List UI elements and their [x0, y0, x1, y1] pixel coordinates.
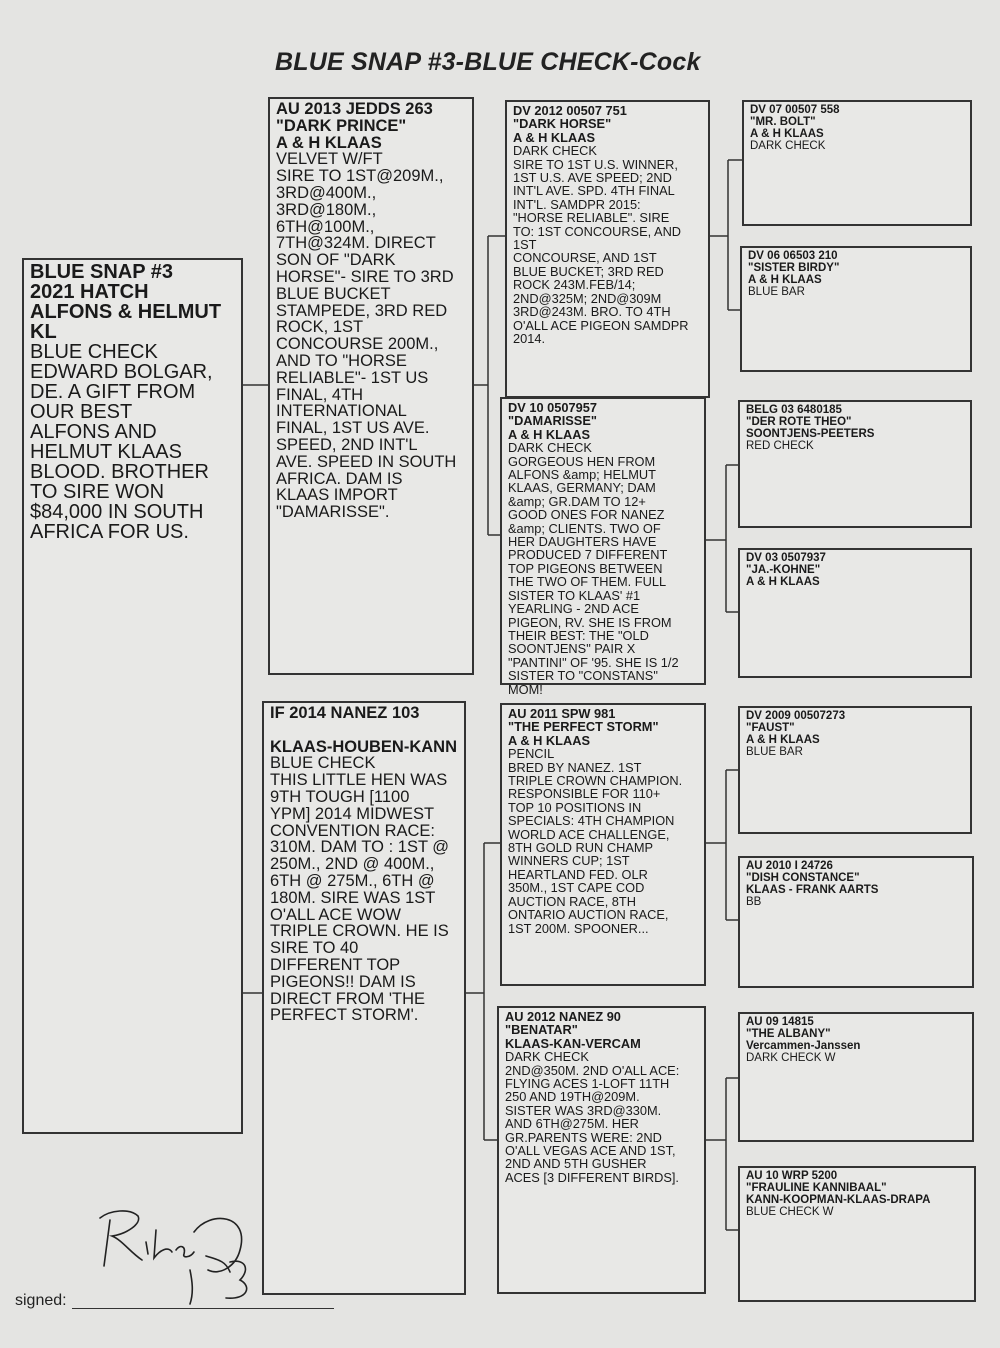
gs2-line: A & H KLAAS — [508, 732, 590, 748]
handwritten-signature — [90, 1200, 260, 1310]
gd1-line: ALFONS &amp; HELMUT — [508, 467, 656, 483]
gs2-line: TOP 10 POSITIONS IN — [508, 799, 642, 815]
subject-line: ALFONS AND — [30, 421, 157, 443]
great-grandparent-7-box — [738, 1012, 974, 1142]
gd1-line: SOONTJENS" PAIR X — [508, 641, 636, 657]
dam-line: BLUE CHECK — [270, 754, 376, 773]
sire-line: ROCK, 1ST — [276, 318, 364, 337]
dam-line: DIRECT FROM 'THE — [270, 989, 426, 1008]
g4-line: DV 03 0507937 — [746, 552, 826, 564]
gd2-line: AND 6TH@275M. HER — [505, 1116, 639, 1132]
gs2-line: PENCIL — [508, 746, 555, 762]
g7-line: DARK CHECK W — [746, 1052, 836, 1064]
gs1-line: "HORSE RELIABLE". SIRE — [513, 210, 670, 226]
subject-line: 2021 HATCH — [30, 281, 149, 303]
grandsire-maternal-box — [500, 703, 706, 986]
subject-line: TO SIRE WON — [30, 481, 165, 503]
gs1-line: "DARK HORSE" — [513, 116, 612, 132]
dam-line: CONVENTION RACE: — [270, 821, 436, 840]
gs2-line: WINNERS CUP; 1ST — [508, 853, 630, 869]
g2-line: DV 06 06503 210 — [748, 250, 838, 262]
g1-line: DV 07 00507 558 — [750, 104, 840, 116]
gd1-line: DARK CHECK — [508, 440, 592, 456]
gd1-line: PIGEON, RV. SHE IS FROM — [508, 614, 672, 630]
sire-line: HORSE"- SIRE TO 3RD — [276, 267, 454, 286]
gs1-line: INT'L AVE. SPD. 4TH FINAL — [513, 183, 675, 199]
sire-line: "DARK PRINCE" — [276, 116, 407, 135]
gs2-line: 350M., 1ST CAPE COD — [508, 880, 645, 896]
great-grandparent-8-box — [738, 1166, 976, 1302]
g5-line: DV 2009 00507273 — [746, 710, 846, 722]
sire-line: VELVET W/FT — [276, 150, 383, 169]
sire-line: INTERNATIONAL — [276, 402, 407, 421]
gs1-line: SIRE TO 1ST U.S. WINNER, — [513, 156, 678, 172]
gd1-line: SISTER TO "CONSTANS" — [508, 668, 658, 684]
gd2-line: AU 2012 NANEZ 90 — [505, 1009, 621, 1024]
great-grandparent-1-lines — [750, 104, 964, 152]
g7-line: AU 09 14815 — [746, 1016, 814, 1028]
pedigree-title: BLUE SNAP #3-BLUE CHECK-Cock — [275, 48, 701, 76]
signature-line[interactable] — [72, 1308, 334, 1309]
gd1-line: &amp; CLIENTS. TWO OF — [508, 520, 661, 536]
dam-line: 180M. SIRE WAS 1ST — [270, 888, 436, 907]
gs1-line: CONCOURSE, AND 1ST — [513, 250, 657, 266]
great-grandparent-8-lines — [746, 1170, 968, 1218]
g1-line: A & H KLAAS — [750, 128, 824, 140]
gs1-line: 1ST U.S. AVE SPEED; 2ND — [513, 170, 672, 186]
dam-line: KLAAS-HOUBEN-KANN — [270, 737, 457, 756]
gd1-line: GOOD ONES FOR NANEZ — [508, 507, 665, 523]
dam-line: PERFECT STORM'. — [270, 1006, 419, 1025]
gs2-line: BRED BY NANEZ. 1ST — [508, 759, 642, 775]
g6-line: AU 2010 I 24726 — [746, 860, 833, 872]
gs2-line: ONTARIO AUCTION RACE, — [508, 907, 669, 923]
dam-box — [262, 701, 466, 1295]
dam-line — [270, 722, 458, 739]
sire-line: SON OF "DARK — [276, 251, 396, 270]
g5-line: BLUE BAR — [746, 746, 803, 758]
gd1-line: YEARLING - 2ND ACE — [508, 601, 639, 617]
g8-line: KANN-KOOPMAN-KLAAS-DRAPA — [746, 1194, 931, 1206]
great-grandparent-3-box — [738, 400, 972, 528]
g8-line: BLUE CHECK W — [746, 1206, 834, 1218]
g8-line: AU 10 WRP 5200 — [746, 1170, 838, 1182]
g2-line: A & H KLAAS — [748, 274, 822, 286]
g5-line: A & H KLAAS — [746, 734, 820, 746]
gs1-line: ROCK 243M.FEB/14; — [513, 277, 636, 293]
g6-line: KLAAS - FRANK AARTS — [746, 884, 879, 896]
dam-line: 9TH TOUGH [1100 — [270, 787, 410, 806]
granddam-paternal-box — [500, 397, 706, 697]
g7-line: "THE ALBANY" — [746, 1028, 831, 1040]
dam-line: PIGEONS!! DAM IS — [270, 972, 416, 991]
g1-line: DARK CHECK — [750, 140, 826, 152]
sire-line: KLAAS IMPORT — [276, 486, 398, 505]
sire-line: AVE. SPEED IN SOUTH — [276, 452, 457, 471]
gd2-line: O'ALL VEGAS ACE AND 1ST, — [505, 1143, 676, 1159]
g1-line: "MR. BOLT" — [750, 116, 816, 128]
g4-line: "JA.-KOHNE" — [746, 564, 821, 576]
gs1-line: DV 2012 00507 751 — [513, 103, 627, 118]
dam-line: TRIPLE CROWN. HE IS — [270, 922, 449, 941]
sire-line: FINAL, 1ST US AVE. — [276, 419, 430, 438]
subject-line: HELMUT KLAAS — [30, 441, 182, 463]
great-grandparent-7-lines — [746, 1016, 966, 1064]
sire-line: CONCOURSE 200M., — [276, 335, 439, 354]
gd2-line: ACES [3 DIFFERENT BIRDS]. — [505, 1169, 679, 1185]
g4-line: A & H KLAAS — [746, 576, 820, 588]
g2-line: "SISTER BIRDY" — [748, 262, 840, 274]
sire-line: 3RD@400M., — [276, 183, 377, 202]
granddam-maternal-box — [497, 1006, 706, 1294]
subject-lines — [30, 262, 235, 542]
subject-line: $84,000 IN SOUTH — [30, 501, 204, 523]
subject-line: BLUE CHECK — [30, 341, 158, 363]
sire-line: SPEED, 2ND INT'L — [276, 435, 418, 454]
g7-line: Vercammen-Janssen — [746, 1040, 861, 1052]
sire-line: A & H KLAAS — [276, 133, 382, 152]
gd2-line: 250 AND 19TH@209M. — [505, 1089, 640, 1105]
signed-label: signed: — [15, 1292, 67, 1309]
great-grandparent-2-lines — [748, 250, 964, 298]
gs2-line: AUCTION RACE, 8TH — [508, 893, 636, 909]
gs2-line: "THE PERFECT STORM" — [508, 719, 659, 735]
gs1-line: O'ALL ACE PIGEON SAMDPR — [513, 317, 689, 333]
great-grandparent-2-box — [740, 246, 972, 372]
sire-line: RELIABLE"- 1ST US — [276, 368, 429, 387]
sire-lines — [276, 101, 466, 521]
great-grandparent-4-lines — [746, 552, 964, 588]
sire-line: STAMPEDE, 3RD RED — [276, 301, 448, 320]
dam-line: YPM] 2014 MIDWEST — [270, 804, 435, 823]
dam-line: IF 2014 NANEZ 103 — [270, 704, 420, 722]
gd1-line: DV 10 0507957 — [508, 400, 597, 415]
gs1-line: 2014. — [513, 330, 546, 346]
subject-line: DE. A GIFT FROM — [30, 381, 196, 403]
sire-line: SIRE TO 1ST@209M., — [276, 167, 444, 186]
gd1-line: A & H KLAAS — [508, 426, 590, 442]
subject-line: ALFONS & HELMUT KL — [30, 301, 227, 343]
g6-line: "DISH CONSTANCE" — [746, 872, 860, 884]
gs1-line: DARK CHECK — [513, 143, 597, 159]
grandsire-maternal-lines — [508, 707, 698, 935]
great-grandparent-1-box — [742, 100, 972, 226]
sire-line: FINAL, 4TH — [276, 385, 364, 404]
dam-line: DIFFERENT TOP — [270, 955, 401, 974]
subject-box — [22, 258, 243, 1134]
subject-line: AFRICA FOR US. — [30, 521, 189, 543]
dam-line: 6TH @ 275M., 6TH @ — [270, 871, 435, 890]
gd2-line: FLYING ACES 1-LOFT 11TH — [505, 1076, 670, 1092]
sire-line: 3RD@180M., — [276, 200, 377, 219]
gd1-line: "DAMARISSE" — [508, 413, 597, 429]
g5-line: "FAUST" — [746, 722, 795, 734]
gs1-line: BLUE BUCKET; 3RD RED — [513, 263, 664, 279]
g3-line: SOONTJENS-PEETERS — [746, 428, 875, 440]
gd1-line: THEIR BEST: THE "OLD — [508, 627, 649, 643]
sire-line: 6TH@100M., — [276, 217, 375, 236]
subject-line: BLUE SNAP #3 — [30, 261, 174, 283]
dam-line: SIRE TO 40 — [270, 939, 359, 958]
dam-line: O'ALL ACE WOW — [270, 905, 401, 924]
gs2-line: RESPONSIBLE FOR 110+ — [508, 786, 661, 802]
subject-line: EDWARD BOLGAR, — [30, 361, 213, 383]
gd1-line: SISTER TO KLAAS' #1 — [508, 587, 641, 603]
great-grandparent-5-lines — [746, 710, 964, 758]
gd1-line: TOP PIGEONS BETWEEN — [508, 560, 663, 576]
great-grandparent-5-box — [738, 706, 972, 834]
sire-line: AFRICA. DAM IS — [276, 469, 403, 488]
gd2-line: DARK CHECK — [505, 1049, 589, 1065]
dam-lines — [270, 705, 458, 1024]
sire-line: AND TO "HORSE — [276, 351, 407, 370]
g3-line: BELG 03 6480185 — [746, 404, 842, 416]
g6-line: BB — [746, 896, 762, 908]
gs2-line: SPECIALS: 4TH CHAMPION — [508, 813, 675, 829]
gd1-line: GORGEOUS HEN FROM — [508, 453, 656, 469]
gd1-line: &amp; GR.DAM TO 12+ — [508, 493, 646, 509]
g3-line: "DER ROTE THEO" — [746, 416, 852, 428]
gd2-line: KLAAS-KAN-VERCAM — [505, 1035, 641, 1051]
gd1-line: HER DAUGHTERS HAVE — [508, 534, 657, 550]
gs2-line: WORLD ACE CHALLENGE, — [508, 826, 670, 842]
granddam-maternal-lines — [505, 1010, 698, 1184]
great-grandparent-6-lines — [746, 860, 966, 908]
gd1-line: "PANTINI" OF '95. SHE IS 1/2 — [508, 654, 679, 670]
great-grandparent-3-lines — [746, 404, 964, 452]
gs1-line: TO: 1ST CONCOURSE, AND 1ST — [513, 223, 685, 253]
gd2-line: 2ND@350M. 2ND O'ALL ACE: — [505, 1062, 680, 1078]
gd1-line: PRODUCED 7 DIFFERENT — [508, 547, 668, 563]
gs2-line: AU 2011 SPW 981 — [508, 706, 616, 721]
subject-line: BLOOD. BROTHER — [30, 461, 209, 483]
g2-line: BLUE BAR — [748, 286, 805, 298]
gs1-line: 3RD@243M. BRO. TO 4TH — [513, 304, 671, 320]
sire-line: BLUE BUCKET — [276, 284, 391, 303]
gs2-line: 8TH GOLD RUN CHAMP — [508, 840, 654, 856]
dam-line: 310M. DAM TO : 1ST @ — [270, 838, 450, 857]
gs2-line: HEARTLAND FED. OLR — [508, 866, 648, 882]
grandsire-paternal-box — [505, 100, 710, 398]
gd2-line: 2ND AND 5TH GUSHER — [505, 1156, 647, 1172]
gd1-line: THE TWO OF THEM. FULL — [508, 574, 667, 590]
gs2-line: 1ST 200M. SPOONER... — [508, 920, 649, 936]
gd1-line: MOM! — [508, 681, 543, 697]
sire-line: 7TH@324M. DIRECT — [276, 234, 436, 253]
sire-line: AU 2013 JEDDS 263 — [276, 100, 433, 118]
gs1-line: A & H KLAAS — [513, 129, 595, 145]
subject-line: OUR BEST — [30, 401, 133, 423]
sire-line: "DAMARISSE". — [276, 503, 390, 522]
gs2-line: TRIPLE CROWN CHAMPION. — [508, 773, 683, 789]
sire-box — [268, 97, 474, 675]
dam-line: 250M., 2ND @ 400M., — [270, 855, 435, 874]
gs1-line: INT'L. SAMDPR 2015: — [513, 196, 641, 212]
g3-line: RED CHECK — [746, 440, 814, 452]
dam-line: THIS LITTLE HEN WAS — [270, 771, 448, 790]
granddam-paternal-lines — [508, 401, 698, 696]
g8-line: "FRAULINE KANNIBAAL" — [746, 1182, 887, 1194]
great-grandparent-6-box — [738, 856, 974, 988]
gd1-line: KLAAS, GERMANY; DAM — [508, 480, 656, 496]
gd2-line: SISTER WAS 3RD@330M. — [505, 1102, 662, 1118]
gs1-line: 2ND@325M; 2ND@309M — [513, 290, 662, 306]
great-grandparent-4-box — [738, 548, 972, 678]
grandsire-paternal-lines — [513, 104, 702, 345]
gd2-line: "BENATAR" — [505, 1022, 578, 1038]
gd2-line: GR.PARENTS WERE: 2ND — [505, 1129, 662, 1145]
